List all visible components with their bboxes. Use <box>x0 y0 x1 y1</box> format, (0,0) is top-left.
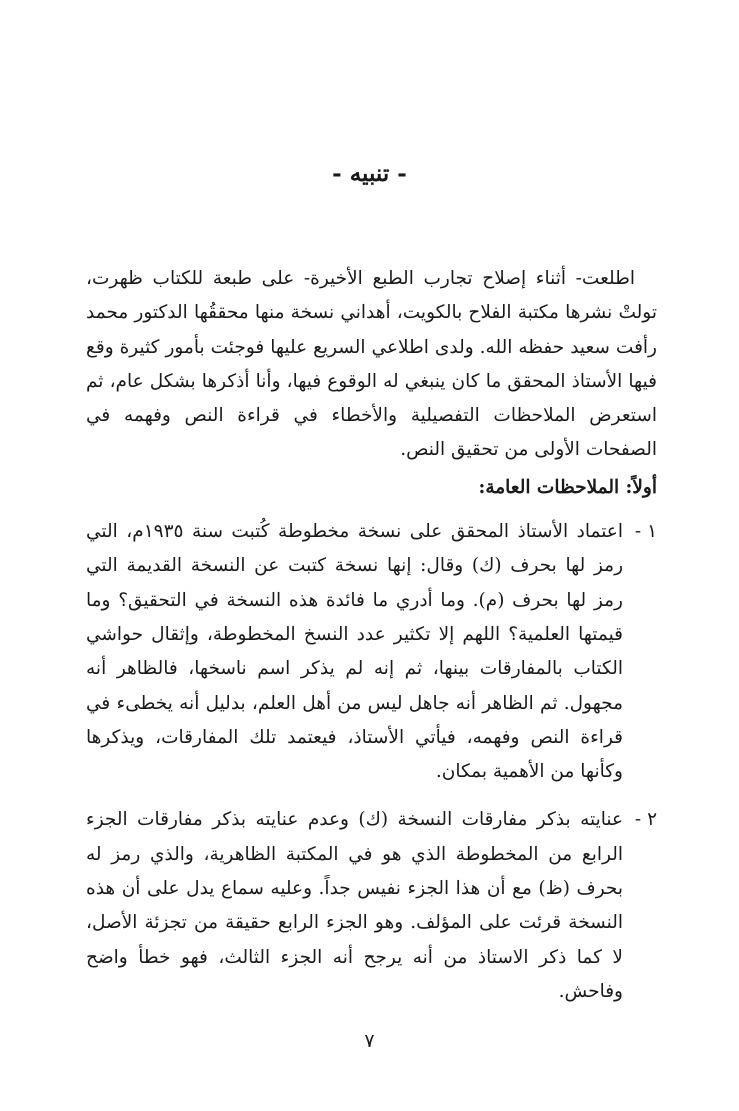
section-heading: أولاً: الملاحظات العامة: <box>478 476 657 498</box>
list-item-text: عنايته بذكر مفارقات النسخة (ك) وعدم عنايته بذكر مفارقات الجزء الرابع من المخطوطة الذي هو في المكتبة الظاهرية، والذي رمز له بحرف (ظ) مع أن هذا الجزء نفيس جداً. وعليه سماع يدل على أن هذه النسخة قرئت على المؤلف. وهو الجزء الرابع حقيقة من تجزئة الأصل، لا كما ذكر الاستاذ من أنه يرجح أنه الجزء الثالث، فهو خطأ واضح وفاحش. <box>86 809 623 1002</box>
list-item-text: اعتماد الأستاذ المحقق على نسخة مخطوطة كُتبت سنة ١٩٣٥م، التي رمز لها بحرف (ك) وقال: إنها نسخة كتبت عن النسخة القديمة التي رمز لها بحرف (م). وما أدري ما فائدة هذه النسخة في التحقيق؟ وما قيمتها العلمية؟ اللهم إلا تكثير عدد النسخ المخطوطة، وإثقال حواشي الكتاب بالمفارقات بينها، ثم إنه لم يذكر اسم ناسخها، فالظاهر أنه مجهول. ثم الظاهر أنه جاهل ليس من أهل العلم، بدليل أنه يخطىء في قراءة النص وفهمه، فيأتي الأستاذ، فيعتمد تلك المفارقات، ويذكرها وكأنها من الأهمية بمكان. <box>86 521 623 783</box>
list-item <box>86 515 657 789</box>
list-item-number: ٢ - <box>634 809 657 831</box>
list-item-number: ١ - <box>634 521 657 543</box>
list-item <box>86 803 657 1009</box>
page-number: ٧ <box>364 1030 375 1052</box>
body-text <box>86 262 657 1023</box>
page-title: - تنبيه - <box>332 160 407 187</box>
intro-paragraph: اطلعت- أثناء إصلاح تجارب الطبع الأخيرة- على طبعة للكتاب ظهرت، تولتْ نشرها مكتبة الفلاح بالكويت، أهداني نسخة منها محققُها الدكتور محمد رأفت سعيد حفظه الله. ولدى اطلاعي السريع عليها فوجئت بأمور كثيرة وقع فيها الأستاذ المحقق ما كان ينبغي له الوقوع فيها، وأنا أذكرها بشكل عام، ثم استعرض الملاحظات التفصيلية والأخطاء في قراءة النص وفهمه في الصفحات الأولى من تحقيق النص. <box>86 268 657 461</box>
